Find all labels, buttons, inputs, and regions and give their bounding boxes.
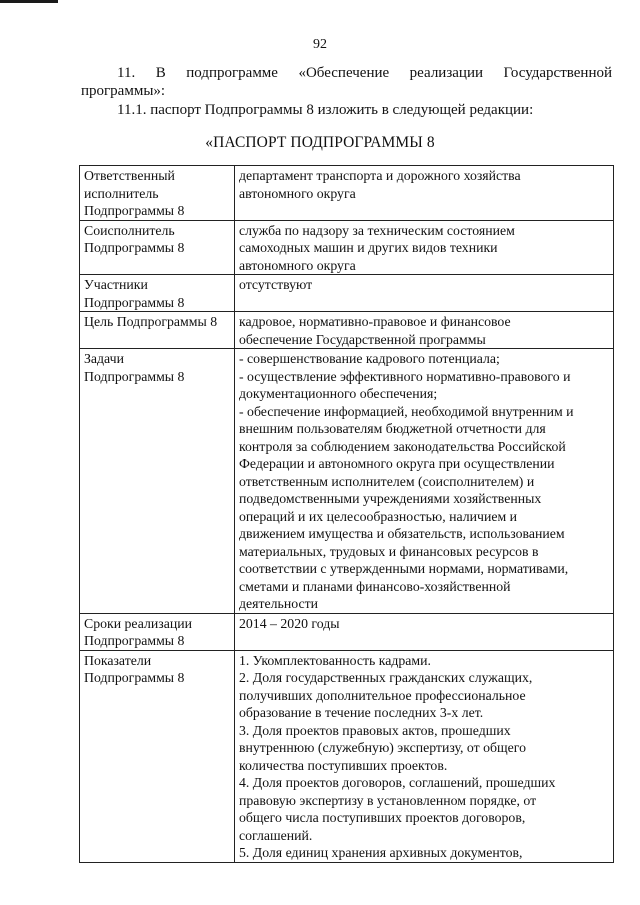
value-line: автономного округа xyxy=(239,185,356,201)
label-line: Подпрограммы 8 xyxy=(84,294,185,310)
value-line: 2014 – 2020 годы xyxy=(239,615,340,631)
passport-row-label xyxy=(80,613,235,650)
passport-row xyxy=(80,312,614,349)
label-line: Сроки реализации xyxy=(84,615,192,631)
label-line: Участники xyxy=(84,277,148,292)
value-line: - обеспечение информацией, необходимой внутренним и xyxy=(239,403,574,419)
value-line: внешним пользователям бюджетной отчетности для xyxy=(239,421,546,436)
label-line: исполнитель xyxy=(84,185,159,201)
passport-row-value xyxy=(235,349,614,614)
label-line: Ответственный xyxy=(84,168,175,183)
passport-row-value xyxy=(235,166,614,221)
passport-row xyxy=(80,650,614,862)
value-line: контроля за соблюдением законодательства Российской xyxy=(239,438,566,454)
paragraph-11-1: 11.1. паспорт Подпрограммы 8 изложить в следующей редакции: xyxy=(117,102,534,118)
value-line: 5. Доля единиц хранения архивных документов, xyxy=(239,845,523,860)
passport-row-label xyxy=(80,275,235,312)
label-line: Подпрограммы 8 xyxy=(84,670,185,685)
passport-title: «ПАСПОРТ ПОДПРОГРАММЫ 8 xyxy=(205,134,435,151)
value-line: внутреннюю (служебную) экспертизу, от общего xyxy=(239,740,526,755)
value-line: отсутствуют xyxy=(239,277,313,292)
value-line: сметами и планами финансово-хозяйственной xyxy=(239,578,511,594)
value-line: самоходных машин и других видов техники xyxy=(239,240,498,255)
value-line: движением имущества и обязательств, использованием xyxy=(239,526,565,541)
passport-row-label xyxy=(80,220,235,275)
label-line: Подпрограммы 8 xyxy=(84,368,185,384)
passport-row-value xyxy=(235,220,614,275)
value-line: кадровое, нормативно-правовое и финансовое xyxy=(239,314,511,329)
label-line: Показатели xyxy=(84,652,152,668)
passport-row-value xyxy=(235,613,614,650)
scan-corner-mark xyxy=(0,0,58,3)
label-line: Задачи xyxy=(84,351,124,366)
value-line: департамент транспорта и дорожного хозяйства xyxy=(239,168,521,183)
passport-row-label xyxy=(80,312,235,349)
value-line: соответствии с утвержденными нормами, нормативами, xyxy=(239,561,569,576)
value-line: ответственным исполнителем (соисполнителем) и xyxy=(239,473,535,489)
value-line: обеспечение Государственной программы xyxy=(239,331,486,347)
passport-row xyxy=(80,275,614,312)
passport-row xyxy=(80,349,614,614)
passport-row-value xyxy=(235,650,614,862)
value-line: материальных, трудовых и финансовых ресурсов в xyxy=(239,543,539,559)
value-line: соглашений. xyxy=(239,827,313,843)
value-line: 3. Доля проектов правовых актов, прошедших xyxy=(239,722,511,738)
passport-row-label xyxy=(80,166,235,221)
label-line: Цель Подпрограммы 8 xyxy=(84,314,218,329)
label-line: Подпрограммы 8 xyxy=(84,633,185,648)
value-line: количества поступивших проектов. xyxy=(239,757,448,773)
value-line: - совершенствование кадрового потенциала; xyxy=(239,351,500,366)
passport-row xyxy=(80,166,614,221)
label-line: Подпрограммы 8 xyxy=(84,240,185,255)
value-line: документационного обеспечения; xyxy=(239,386,438,401)
value-line: общего числа поступивших проектов договоров, xyxy=(239,810,526,825)
value-line: подведомственными учреждениями хозяйственных xyxy=(239,491,542,506)
value-line: 4. Доля проектов договоров, соглашений, прошедших xyxy=(239,775,556,790)
passport-row-label xyxy=(80,349,235,614)
value-line: деятельности xyxy=(239,596,318,611)
value-line: 2. Доля государственных гражданских служащих, xyxy=(239,670,533,685)
passport-table xyxy=(79,165,614,863)
value-line: служба по надзору за техническим состоянием xyxy=(239,222,515,238)
value-line: Федерации и автономного округа при осуществлении xyxy=(239,456,555,471)
passport-row-value xyxy=(235,312,614,349)
value-line: правовую экспертизу в установленном порядке, от xyxy=(239,792,537,808)
page-number: 92 xyxy=(313,37,327,52)
label-line: Соисполнитель xyxy=(84,222,175,238)
value-line: образование в течение последних 3-х лет. xyxy=(239,705,484,720)
passport-row-label xyxy=(80,650,235,862)
value-line: получивших дополнительное профессиональное xyxy=(239,687,526,703)
passport-row xyxy=(80,220,614,275)
passport-row-value xyxy=(235,275,614,312)
value-line: - осуществление эффективного нормативно-правового и xyxy=(239,368,571,384)
value-line: 1. Укомплектованность кадрами. xyxy=(239,652,431,668)
paragraph-11 xyxy=(81,64,612,100)
label-line: Подпрограммы 8 xyxy=(84,203,185,218)
paragraph-11-line-1: 11. В подпрограмме «Обеспечение реализации Государственной xyxy=(117,65,612,81)
paragraph-11-line-2: программы»: xyxy=(81,83,166,99)
passport-row xyxy=(80,613,614,650)
value-line: операций и их целесообразностью, наличием и xyxy=(239,508,518,524)
value-line: автономного округа xyxy=(239,257,356,273)
